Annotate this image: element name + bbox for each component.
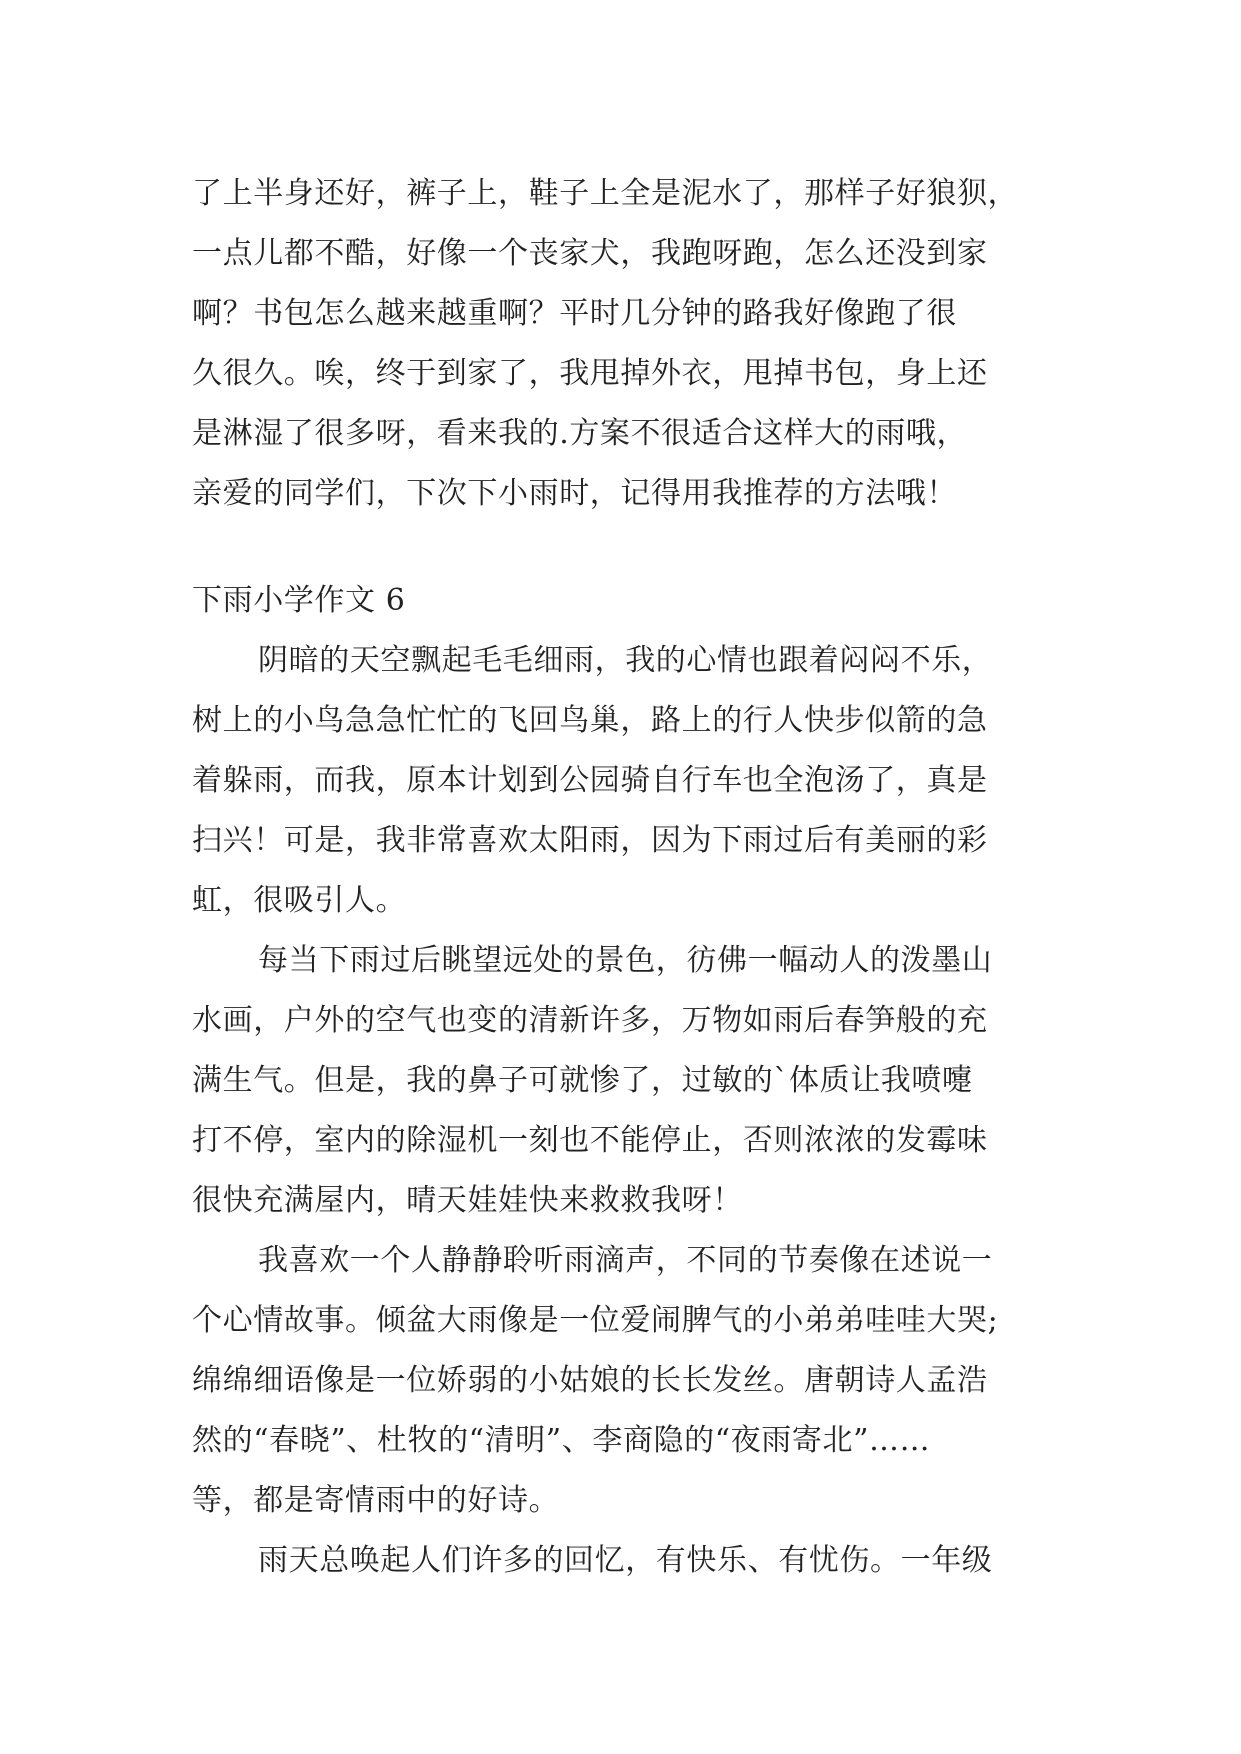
paragraph-2 <box>192 931 1072 1231</box>
text-line: 水画，户外的空气也变的清新许多，万物如雨后春笋般的充 <box>192 1003 988 1038</box>
section-heading: 下雨小学作文 6 <box>192 583 406 618</box>
text-line: 绵绵细语像是一位娇弱的小姑娘的长长发丝。唐朝诗人孟浩 <box>192 1363 988 1398</box>
text-line: 雨天总唤起人们许多的回忆，有快乐、有忧伤。一年级 <box>258 1543 993 1578</box>
text-line: 每当下雨过后眺望远处的景色，彷佛一幅动人的泼墨山 <box>258 943 993 978</box>
text-line: 很快充满屋内，晴天娃娃快来救救我呀！ <box>192 1183 743 1218</box>
text-line: 着躲雨，而我，原本计划到公园骑自行车也全泡汤了，真是 <box>192 763 988 798</box>
text-line: 是淋湿了很多呀，看来我的.方案不很适合这样大的雨哦， <box>192 416 968 451</box>
text-line: 久很久。唉，终于到家了，我甩掉外衣，甩掉书包，身上还 <box>192 356 988 391</box>
text-line: 个心情故事。倾盆大雨像是一位爱闹脾气的小弟弟哇哇大哭; <box>192 1303 999 1338</box>
paragraph-3 <box>192 1231 1072 1531</box>
text-line: 阴暗的天空飘起毛毛细雨，我的心情也跟着闷闷不乐， <box>258 643 993 678</box>
text-line: 等，都是寄情雨中的好诗。 <box>192 1483 560 1518</box>
text-line: 了上半身还好，裤子上，鞋子上全是泥水了，那样子好狼狈， <box>192 176 1019 211</box>
text-line: 满生气。但是，我的鼻子可就惨了，过敏的`体质让我喷嚏 <box>192 1063 973 1098</box>
text-line: 啊？书包怎么越来越重啊？平时几分钟的路我好像跑了很 <box>192 296 957 331</box>
text-line: 树上的小鸟急急忙忙的飞回鸟巢，路上的行人快步似箭的急 <box>192 703 988 738</box>
essay-section <box>192 571 1072 1591</box>
text-line: 虹，很吸引人。 <box>192 883 407 918</box>
paragraph-1 <box>192 631 1072 931</box>
text-line: 我喜欢一个人静静聆听雨滴声，不同的节奏像在述说一 <box>258 1243 993 1278</box>
continuation-paragraph <box>192 164 1072 524</box>
text-line: 扫兴！可是，我非常喜欢太阳雨，因为下雨过后有美丽的彩 <box>192 823 988 858</box>
text-line: 一点儿都不酷，好像一个丧家犬，我跑呀跑，怎么还没到家 <box>192 236 988 271</box>
paragraph-4 <box>192 1531 1072 1591</box>
text-line: 亲爱的同学们，下次下小雨时，记得用我推荐的方法哦！ <box>192 476 957 511</box>
text-line: 然的“春晓”、杜牧的“清明”、李商隐的“夜雨寄北”…… <box>192 1423 931 1458</box>
text-line: 打不停，室内的除湿机一刻也不能停止，否则浓浓的发霉味 <box>192 1123 988 1158</box>
